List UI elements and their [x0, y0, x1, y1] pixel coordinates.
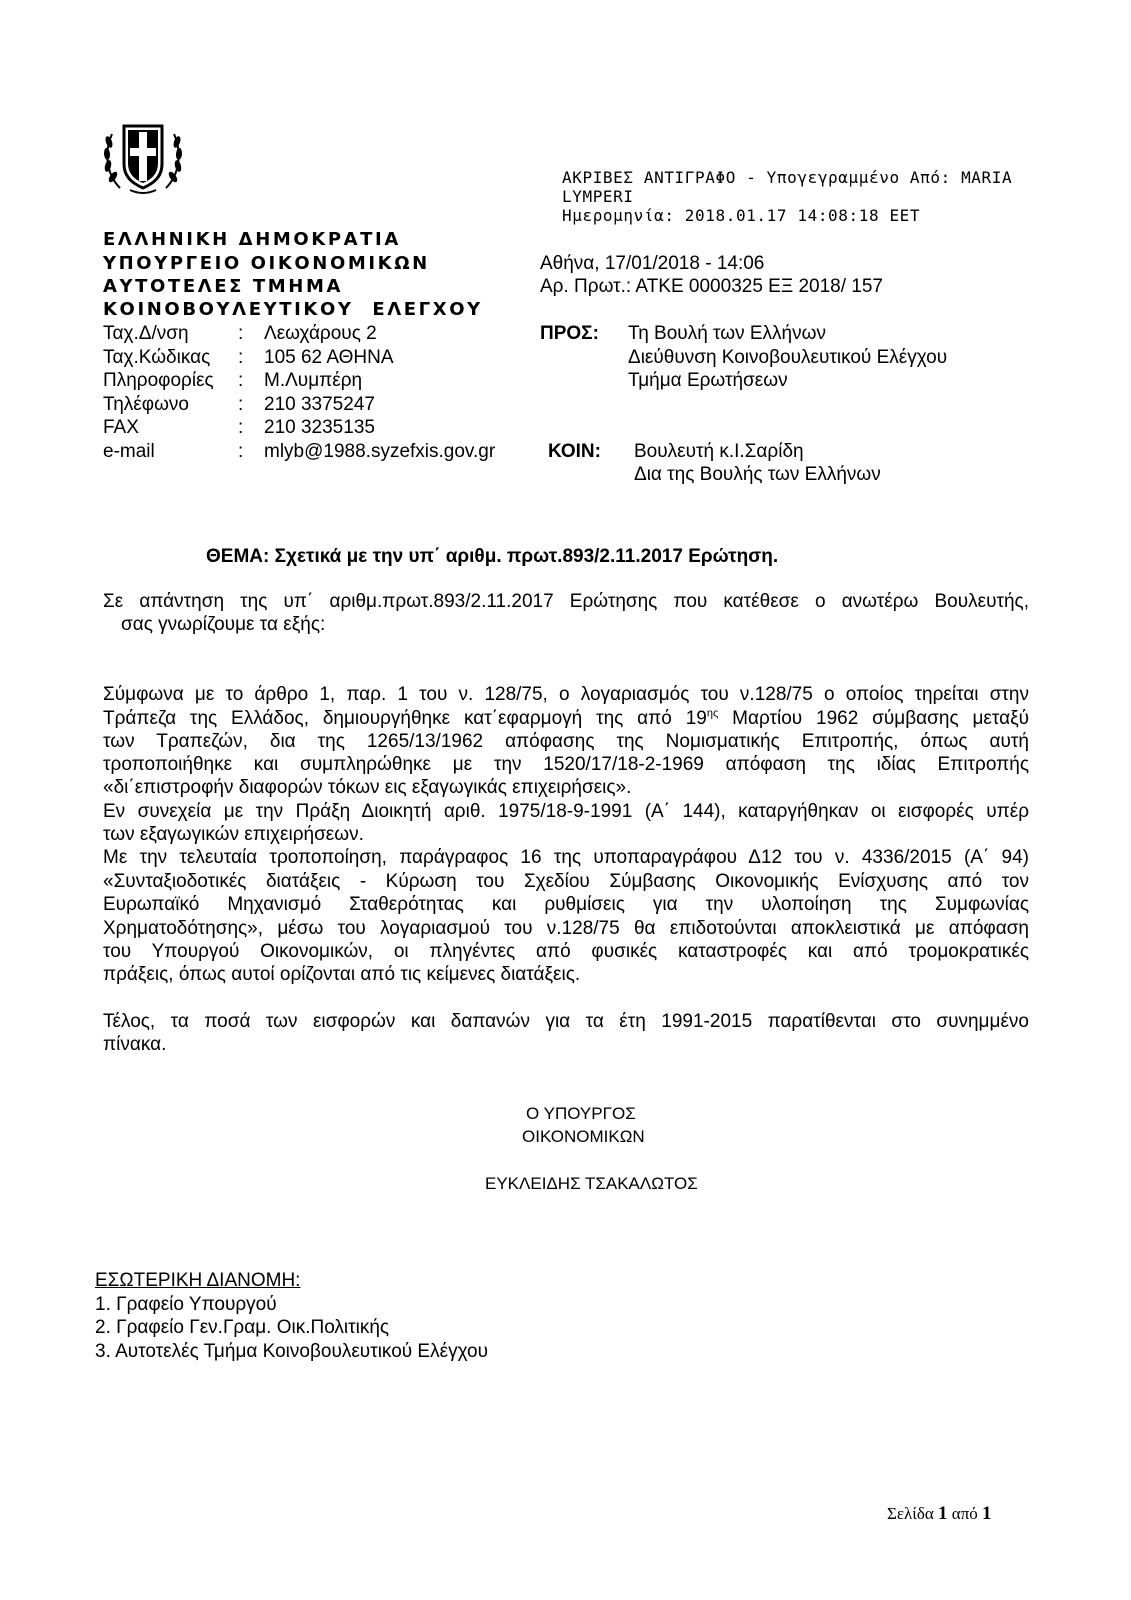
body-line: πίνακα. — [103, 1034, 167, 1055]
sender-sep: : — [238, 417, 244, 438]
body-line: των Τραπεζών, δια της 1265/13/1962 απόφασης της Νομισματικής Επιτροπής, όπως αυτή — [103, 731, 1029, 752]
body-line: «Συνταξιοδοτικές διατάξεις - Κύρωση του Σχεδίου Σύμβασης Οικονομικής Ενίσχυσης από τον — [103, 871, 1029, 892]
body-line: «δι΄επιστροφήν διαφορών τόκων εις εξαγωγικάς επιχειρήσεις». — [103, 777, 632, 798]
sender-label: Ταχ.Δ/νση — [103, 323, 189, 344]
body-line: του Υπουργού Οικονομικών, οι πληγέντες από φυσικές καταστροφές και από τρομοκρατικές — [103, 941, 1029, 962]
protocol-number: Αρ. Πρωτ.: ΑΤΚΕ 0000325 ΕΞ 2018/ 157 — [540, 276, 883, 297]
copy-stamp-date: Ημερομηνία: 2018.01.17 14:08:18 EET — [562, 206, 921, 225]
distribution-item: 1. Γραφείο Υπουργού — [95, 1294, 277, 1315]
body-line: Τράπεζα της Ελλάδος, δημιουργήθηκε κατ΄εφαρμογή της από $19^{\eta\varsigma}$ Μαρτίου 1962 σύμβασης μεταξύ — [103, 707, 1029, 729]
body-line: Εν συνεχεία με την Πράξη Διοικητή αριθ. 1975/18-9-1991 (Α΄ 144), καταργήθηκαν οι εισφορές υπέρ — [103, 801, 1029, 822]
sender-fax: 210 3235135 — [264, 417, 375, 438]
body-line: των εξαγωγικών επιχειρήσεων. — [103, 824, 364, 845]
org-department: ΑΥΤΟΤΕΛΕΣ ΤΜΗΜΑ — [103, 276, 344, 297]
signatory-title: Ο ΥΠΟΥΡΓΟΣ — [526, 1104, 636, 1123]
sender-label: FAX — [103, 417, 139, 438]
org-ministry: ΥΠΟΥΡΓΕΙΟ ΟΙΚΟΝΟΜΙΚΩΝ — [103, 253, 430, 274]
org-department: ΚΟΙΝΟΒΟΥΛΕΥΤΙΚΟΥ ΕΛΕΓΧΟΥ — [103, 299, 483, 320]
copy-stamp-line: LYMPERI — [562, 187, 634, 206]
to-label: ΠΡΟΣ: — [540, 323, 599, 344]
recipient-line: Τμήμα Ερωτήσεων — [628, 370, 788, 391]
document-date: Αθήνα, 17/01/2018 - 14:06 — [540, 253, 765, 274]
distribution-item: 3. Αυτοτελές Τμήμα Κοινοβουλευτικού Ελέγχου — [95, 1341, 488, 1362]
body-line: πράξεις, όπως αυτοί ορίζονται από τις κείμενες διατάξεις. — [103, 964, 581, 985]
sender-sep: : — [238, 441, 244, 462]
sender-sep: : — [238, 323, 244, 344]
sender-phone: 210 3375247 — [264, 394, 375, 415]
body-line: τροποποιήθηκε και συμπληρώθηκε με την 1520/17/18-2-1969 απόφαση της ιδίας Επιτροπής — [103, 754, 1029, 775]
body-line: Σύμφωνα με το άρθρο 1, παρ. 1 του ν. 128/75, ο λογαριασμός του ν.128/75 ο οποίος τηρείται στην — [103, 684, 1029, 705]
subject: ΘΕΜΑ: Σχετικά με την υπ΄ αριθμ. πρωτ.893/2.11.2017 Ερώτηση. — [206, 546, 779, 567]
distribution-heading: ΕΣΩΤΕΡΙΚΗ ΔΙΑΝΟΜΗ: — [95, 1270, 301, 1291]
sender-email: mlyb@1988.syzefxis.gov.gr — [264, 441, 496, 462]
distribution-item: 2. Γραφείο Γεν.Γραμ. Οικ.Πολιτικής — [95, 1317, 390, 1338]
sender-sep: : — [238, 394, 244, 415]
copy-stamp-line: ΑΚΡΙΒΕΣ ΑΝΤΙΓΡΑΦΟ - Υπογεγραμμένο Από: MARIA — [562, 168, 1013, 187]
signatory-title: ΟΙΚΟΝΟΜΙΚΩΝ — [522, 1127, 645, 1146]
cc-line: Δια της Βουλής των Ελλήνων — [634, 464, 881, 485]
signatory-name: ΕΥΚΛΕΙΔΗΣ ΤΣΑΚΑΛΩΤΟΣ — [485, 1174, 698, 1193]
sender-sep: : — [238, 347, 244, 368]
body-line: Ευρωπαϊκό Μηχανισμό Σταθερότητας και ρυθμίσεις για την υλοποίηση της Συμφωνίας — [103, 894, 1029, 915]
superscript: ης — [706, 707, 719, 720]
body-line: Τέλος, τα ποσά των εισφορών και δαπανών για τα έτη 1991-2015 παρατίθενται στο συνημμένο — [103, 1011, 1029, 1032]
sender-label: e-mail — [103, 441, 155, 462]
recipient-line: Διεύθυνση Κοινοβουλευτικού Ελέγχου — [628, 347, 948, 368]
intro-line: Σε απάντηση της υπ΄ αριθμ.πρωτ.893/2.11.2017 Ερώτησης που κατέθεσε ο ανωτέρω Βουλευτής, — [103, 591, 1029, 612]
sender-label: Πληροφορίες — [103, 370, 214, 391]
greek-emblem-icon — [100, 112, 186, 198]
cc-label: ΚΟΙΝ: — [548, 441, 601, 462]
cc-line: Βουλευτή κ.Ι.Σαρίδη — [634, 441, 804, 462]
body-line: Με την τελευταία τροποποίηση, παράγραφος 16 της υποπαραγράφου Δ12 του ν. 4336/2015 (Α΄ 94) — [103, 847, 1029, 868]
page-number: Σελίδα 1 από 1 — [887, 1503, 992, 1524]
sender-contact: Μ.Λυμπέρη — [264, 370, 363, 391]
body-line: Χρηματοδότησης», μέσω του λογαριασμού του ν.128/75 θα επιδοτούνται αποκλειστικά με απόφαση — [103, 918, 1029, 939]
recipient-line: Τη Βουλή των Ελλήνων — [628, 323, 826, 344]
sender-address: Λεωχάρους 2 — [264, 323, 377, 344]
org-name: ΕΛΛΗΝΙΚΗ ΔΗΜΟΚΡΑΤΙΑ — [103, 229, 401, 250]
sender-label: Τηλέφωνο — [103, 394, 189, 415]
sender-postcode: 105 62 ΑΘΗΝΑ — [264, 347, 394, 368]
intro-line: σας γνωρίζουμε τα εξής: — [121, 614, 326, 635]
sender-label: Ταχ.Κώδικας — [103, 347, 211, 368]
sender-sep: : — [238, 370, 244, 391]
